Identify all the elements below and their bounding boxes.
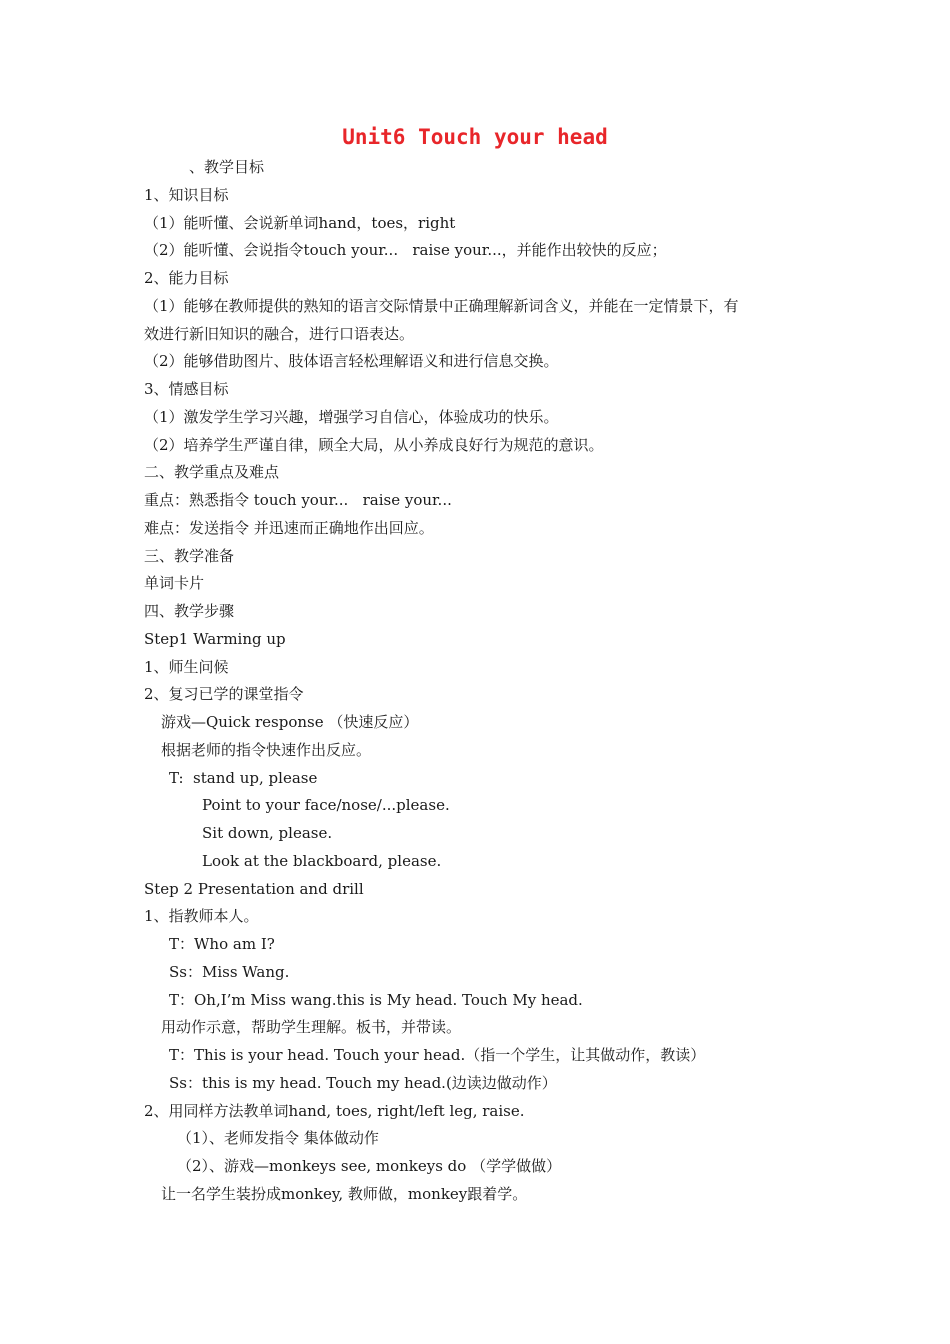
section-heading: 、教学目标 (189, 158, 265, 176)
text-line: （1）激发学生学习兴趣，增强学习自信心，体验成功的快乐。 (144, 407, 559, 426)
step-heading: Step1 Warming up (144, 629, 286, 648)
subsection-heading: 2、能力目标 (144, 269, 229, 287)
dialogue-line: T：This is your head. Touch your head.（指一个学生，让其做动作，教读） (169, 1046, 706, 1064)
section-heading: 二、教学重点及难点 (144, 463, 280, 482)
text-line: （2）能听懂、会说指令touch your... raise your...，并能作出较快的反应； (144, 241, 667, 260)
text-line: 2、用同样方法教单词hand, toes, right/left leg, raise. (144, 1101, 525, 1120)
section-heading: 四、教学步骤 (144, 602, 235, 620)
text-line: 游戏—Quick response （快速反应） (161, 713, 419, 731)
subsection-heading: 3、情感目标 (144, 380, 229, 398)
text-line: （1）能够在教师提供的熟知的语言交际情景中正确理解新词含义，并能在一定情景下，有 (144, 296, 739, 315)
text-line: （2）能够借助图片、肢体语言轻松理解语义和进行信息交换。 (144, 352, 559, 371)
dialogue-line: Point to your face/nose/...please. (202, 796, 450, 815)
dialogue-line: T：Oh,I’m Miss wang.this is My head. Touch My head. (169, 990, 583, 1009)
dialogue-line: Sit down, please. (202, 824, 333, 842)
dialogue-line: T: stand up, please (169, 768, 318, 787)
subsection-heading: 1、知识目标 (144, 185, 229, 204)
text-line: （1）能听懂、会说新单词hand，toes，right (144, 213, 456, 232)
text-line: 难点：发送指令 并迅速而正确地作出回应。 (144, 518, 434, 537)
dialogue-line: T：Who am I? (169, 935, 275, 953)
section-heading: 三、教学准备 (144, 546, 235, 565)
text-line: （1）、老师发指令 集体做动作 (177, 1129, 379, 1148)
text-line: 2、复习已学的课堂指令 (144, 685, 304, 704)
text-line: 1、指教师本人。 (144, 907, 259, 926)
document-title: Unit6 Touch your head (342, 125, 608, 149)
text-line: 1、师生问候 (144, 657, 229, 676)
dialogue-line: Ss：Miss Wang. (169, 962, 290, 981)
document-body (144, 154, 824, 1209)
text-line: （2）培养学生严谨自律，顾全大局，从小养成良好行为规范的意识。 (144, 435, 604, 454)
dialogue-line: Look at the blackboard, please. (202, 851, 442, 870)
text-line: 效进行新旧知识的融合，进行口语表达。 (144, 324, 415, 343)
text-line: 根据老师的指令快速作出反应。 (161, 740, 372, 759)
text-line: 让一名学生装扮成monkey, 教师做，monkey跟着学。 (161, 1184, 528, 1203)
text-line: 用动作示意，帮助学生理解。板书，并带读。 (161, 1018, 462, 1037)
text-line: （2）、游戏—monkeys see, monkeys do （学学做做） (177, 1157, 562, 1175)
text-line: 单词卡片 (144, 574, 205, 593)
step-heading: Step 2 Presentation and drill (144, 879, 364, 898)
dialogue-line: Ss：this is my head. Touch my head.(边读边做动作） (169, 1073, 557, 1092)
text-line: 重点：熟悉指令 touch your... raise your... (144, 491, 452, 509)
